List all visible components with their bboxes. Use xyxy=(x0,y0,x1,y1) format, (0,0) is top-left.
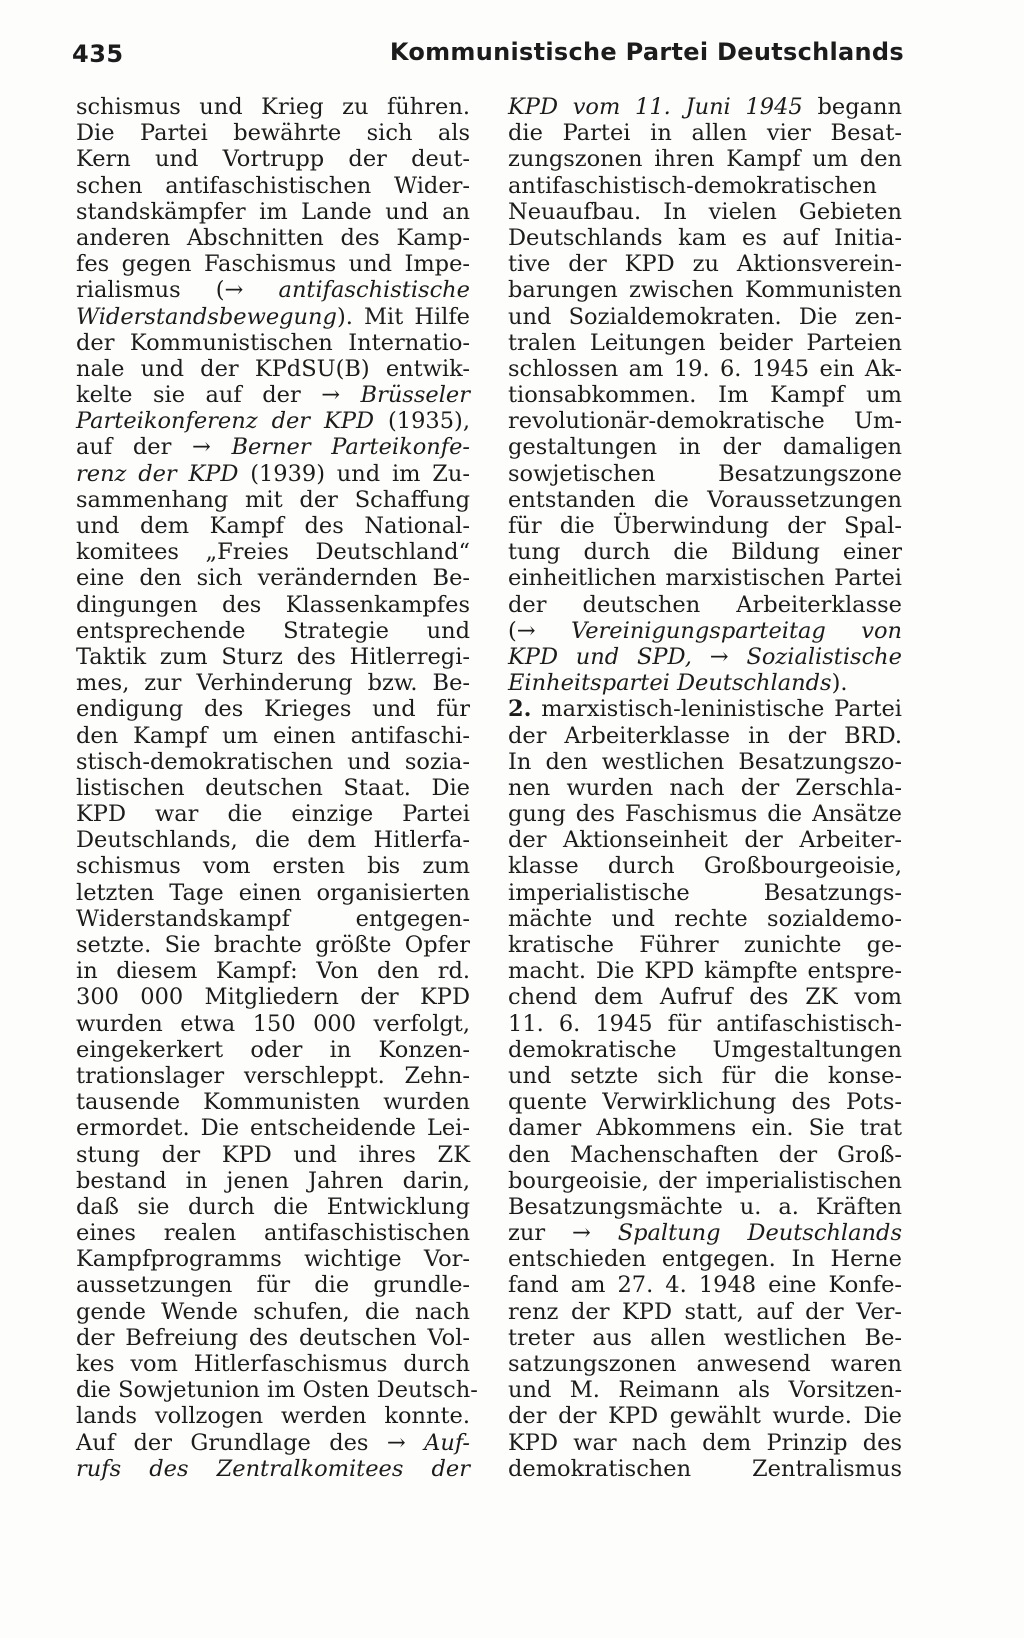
text-line xyxy=(508,277,902,303)
text-segment: der Befreiung des deutschen Vol- xyxy=(76,1324,470,1351)
text-line xyxy=(508,408,902,434)
text-segment: quente Verwirklichung des Pots- xyxy=(508,1089,902,1116)
text-segment: die Sowjetunion im Osten Deutsch- xyxy=(76,1377,478,1404)
text-line xyxy=(508,199,902,225)
text-line xyxy=(508,1194,902,1220)
text-segment: marxistisch-leninistische Partei xyxy=(531,696,902,723)
text-segment: und M. Reimann als Vorsitzen- xyxy=(508,1377,902,1404)
text-segment: KPD war nach dem Prinzip des xyxy=(508,1429,902,1456)
text-segment: Taktik zum Sturz des Hitlerregi- xyxy=(76,643,470,670)
text-line xyxy=(76,958,470,984)
text-segment: 11. 6. 1945 für antifaschistisch- xyxy=(508,1010,902,1037)
text-line xyxy=(76,775,470,801)
text-line xyxy=(76,304,470,330)
text-segment: schismus vom ersten bis zum xyxy=(76,853,470,880)
text-segment: Deutschlands, die dem Hitlerfa- xyxy=(76,827,470,854)
text-segment: begann xyxy=(802,94,902,120)
text-segment: Vereinigungsparteitag von xyxy=(571,617,902,644)
text-line xyxy=(76,1325,470,1351)
text-segment: den Kampf um einen antifaschi- xyxy=(76,722,470,749)
text-segment: Besatzungsmächte u. a. Kräften xyxy=(508,1193,902,1220)
text-segment: der der KPD gewählt wurde. Die xyxy=(508,1403,902,1430)
text-segment: Auf der Grundlage des → xyxy=(76,1429,425,1456)
text-segment: Auf- xyxy=(424,1429,470,1456)
text-segment: gende Wende schufen, die nach xyxy=(76,1298,470,1325)
text-segment: KPD war die einzige Partei xyxy=(76,801,470,828)
text-segment: renz der KPD xyxy=(76,460,239,487)
text-line xyxy=(508,1351,902,1377)
text-line xyxy=(76,1220,470,1246)
text-line xyxy=(508,801,902,827)
text-segment: daß sie durch die Entwicklung xyxy=(76,1193,470,1220)
text-segment: und dem Kampf des National- xyxy=(76,513,470,539)
text-line xyxy=(76,1142,470,1168)
text-segment: KPD und SPD, xyxy=(508,643,692,670)
text-line xyxy=(76,618,470,644)
text-segment: tionsabkommen. Im Kampf um xyxy=(508,382,902,409)
text-segment: ). Mit Hilfe xyxy=(336,303,470,330)
text-segment: kes vom Hitlerfaschismus durch xyxy=(76,1351,470,1377)
text-line xyxy=(76,670,470,696)
text-line xyxy=(508,1168,902,1194)
text-segment: ). xyxy=(831,670,848,697)
text-line xyxy=(76,696,470,722)
text-segment: kratische Führer zunichte ge- xyxy=(508,932,902,958)
text-segment: Neuaufbau. In vielen Gebieten xyxy=(508,198,902,225)
text-line xyxy=(76,644,470,670)
text-line xyxy=(508,1430,902,1456)
text-segment: den Machenschaften der Groß- xyxy=(508,1141,902,1168)
text-segment: entstanden die Voraussetzungen xyxy=(508,486,902,513)
text-segment: chend dem Aufruf des ZK vom xyxy=(508,984,902,1011)
text-line xyxy=(508,1299,902,1325)
text-line xyxy=(76,1037,470,1063)
text-segment: einheitlichen marxistischen Partei xyxy=(508,565,902,592)
text-segment: damer Abkommens ein. Sie trat xyxy=(508,1115,902,1142)
text-line xyxy=(508,1142,902,1168)
text-line xyxy=(508,749,902,775)
text-line xyxy=(76,330,470,356)
text-segment: sowjetischen Besatzungszone xyxy=(508,460,902,487)
text-segment: imperialistische Besatzungs- xyxy=(508,879,902,906)
text-segment: Parteikonferenz der KPD xyxy=(76,408,375,435)
text-line xyxy=(508,1325,902,1351)
text-segment: macht. Die KPD kämpfte entspre- xyxy=(508,958,902,985)
text-segment: antifaschistische xyxy=(278,277,470,304)
text-line xyxy=(508,696,902,722)
text-line xyxy=(508,932,902,958)
text-line xyxy=(76,277,470,303)
text-segment: (→ xyxy=(508,617,572,644)
text-segment: Deutschlands kam es auf Initia- xyxy=(508,224,902,251)
text-line xyxy=(76,1194,470,1220)
text-segment: wurden etwa 150 000 verfolgt, xyxy=(76,1010,470,1037)
text-line xyxy=(508,1246,902,1272)
text-line xyxy=(508,1115,902,1141)
text-segment: entschieden entgegen. In Herne xyxy=(508,1246,902,1273)
text-line xyxy=(76,1456,470,1482)
right-text-column xyxy=(508,94,902,1482)
text-segment: antifaschistisch-demokratischen xyxy=(508,172,877,199)
text-segment: Widerstandskampf entgegen- xyxy=(76,905,470,932)
text-segment: schen antifaschistischen Wider- xyxy=(76,172,470,199)
text-segment: rialismus (→ xyxy=(76,277,279,304)
text-segment: und setzte sich für die konse- xyxy=(508,1062,902,1089)
text-line xyxy=(508,539,902,565)
text-segment: kelte sie auf der → xyxy=(76,382,361,409)
text-line xyxy=(508,225,902,251)
text-line xyxy=(76,1011,470,1037)
text-line xyxy=(76,199,470,225)
text-segment: aussetzungen für die grundle- xyxy=(76,1272,470,1299)
text-line xyxy=(76,1403,470,1429)
text-segment: 2. xyxy=(508,696,532,723)
text-line xyxy=(508,120,902,146)
text-line xyxy=(76,225,470,251)
text-segment: zungszonen ihren Kampf um den xyxy=(508,146,902,173)
text-segment: Brüsseler xyxy=(360,382,470,409)
text-segment: (1939) und im Zu- xyxy=(238,460,470,487)
text-line xyxy=(76,1377,478,1404)
text-line xyxy=(508,670,902,696)
text-line xyxy=(76,932,470,958)
text-segment: Einheitspartei Deutschlands xyxy=(508,670,832,697)
text-line xyxy=(508,330,902,356)
text-line xyxy=(508,94,902,120)
text-segment: schismus und Krieg zu führen. xyxy=(76,94,470,120)
page-header xyxy=(72,36,904,76)
text-line xyxy=(76,461,470,487)
text-line xyxy=(76,146,470,172)
text-line xyxy=(76,251,470,277)
text-segment: fes gegen Faschismus und Impe- xyxy=(76,251,470,278)
text-line xyxy=(508,146,902,172)
text-segment: endigung des Krieges und für xyxy=(76,696,470,723)
text-segment: und Sozialdemokraten. Die zen- xyxy=(508,303,902,330)
text-line xyxy=(76,487,470,513)
text-line xyxy=(76,853,470,879)
text-line xyxy=(508,1063,902,1089)
text-segment: mächte und rechte sozialdemo- xyxy=(508,905,902,932)
text-line xyxy=(508,565,902,591)
text-line xyxy=(508,853,902,879)
text-line xyxy=(76,120,470,146)
text-segment: nale und der KPdSU(B) entwik- xyxy=(76,355,470,382)
text-segment: der Aktionseinheit der Arbeiter- xyxy=(508,827,902,854)
text-line xyxy=(76,513,470,539)
text-segment: setzte. Sie brachte größte Opfer xyxy=(76,932,470,958)
text-segment: → xyxy=(691,643,747,670)
text-segment: gung des Faschismus die Ansätze xyxy=(508,801,902,828)
text-segment: zur → xyxy=(508,1220,618,1247)
text-segment: schlossen am 19. 6. 1945 ein Ak- xyxy=(508,355,902,382)
text-segment: der Arbeiterklasse in der BRD. xyxy=(508,722,902,749)
text-segment: die Partei in allen vier Besat- xyxy=(508,120,902,147)
text-segment: entsprechende Strategie und xyxy=(76,617,470,644)
text-line xyxy=(76,801,470,827)
text-segment: satzungszonen anwesend waren xyxy=(508,1351,902,1377)
text-segment: tausende Kommunisten wurden xyxy=(76,1089,470,1116)
text-line xyxy=(508,434,902,460)
text-line xyxy=(508,1037,902,1063)
text-segment: 300 000 Mitgliedern der KPD xyxy=(76,984,470,1011)
text-segment: tive der KPD zu Aktionsverein- xyxy=(508,251,902,278)
text-line xyxy=(76,565,470,591)
text-line xyxy=(76,1246,470,1272)
text-segment: der Kommunistischen Internatio- xyxy=(76,329,470,356)
text-segment: trationslager verschleppt. Zehn- xyxy=(76,1062,470,1089)
text-segment: sammenhang mit der Schaffung xyxy=(76,486,470,513)
text-line xyxy=(76,382,470,408)
text-segment: Die Partei bewährte sich als xyxy=(76,120,470,147)
text-segment: demokratischen Zentralismus xyxy=(508,1455,902,1482)
text-segment: dingungen des Klassenkampfes xyxy=(76,591,470,618)
text-line xyxy=(76,906,470,932)
text-segment: Sozialistische xyxy=(746,643,902,670)
text-line xyxy=(76,539,470,565)
text-line xyxy=(508,984,902,1010)
text-segment: Spaltung Deutschlands xyxy=(617,1220,902,1247)
text-segment: revolutionär-demokratische Um- xyxy=(508,408,902,435)
text-line xyxy=(76,984,470,1010)
text-line xyxy=(76,408,470,434)
text-line xyxy=(76,356,470,382)
text-segment: komitees „Freies Deutschland“ xyxy=(76,539,470,566)
text-line xyxy=(508,775,902,801)
text-segment: mes, zur Verhinderung bzw. Be- xyxy=(76,670,470,697)
text-line xyxy=(508,1220,902,1246)
text-line xyxy=(508,592,902,618)
text-line xyxy=(76,94,470,120)
text-line xyxy=(508,1456,902,1482)
text-segment: bourgeoisie, der imperialistischen xyxy=(508,1167,902,1194)
text-segment: KPD vom 11. Juni 1945 xyxy=(508,94,803,120)
text-line xyxy=(508,958,902,984)
text-line xyxy=(508,487,902,513)
text-segment: klasse durch Großbourgeoisie, xyxy=(508,853,902,880)
text-segment: auf der → xyxy=(76,434,232,461)
text-segment: renz der KPD statt, auf der Ver- xyxy=(508,1298,902,1325)
text-line xyxy=(76,173,470,199)
text-segment: Widerstandsbewegung xyxy=(76,303,337,330)
text-line xyxy=(508,1011,902,1037)
text-line xyxy=(508,723,902,749)
text-segment: anderen Abschnitten des Kamp- xyxy=(76,224,470,251)
text-segment: stung der KPD und ihres ZK xyxy=(76,1141,470,1168)
text-line xyxy=(508,356,902,382)
text-segment: Kampfprogramms wichtige Vor- xyxy=(76,1246,470,1273)
text-segment: eines realen antifaschistischen xyxy=(76,1220,470,1247)
text-line xyxy=(76,1115,470,1141)
page-number: 435 xyxy=(72,40,124,68)
text-line xyxy=(76,1272,470,1298)
text-segment: Kern und Vortrupp der deut- xyxy=(76,146,470,173)
text-segment: nen wurden nach der Zerschla- xyxy=(508,774,902,801)
text-segment: standskämpfer im Lande und an xyxy=(76,198,470,225)
text-line xyxy=(508,1272,902,1298)
text-segment: der deutschen Arbeiterklasse xyxy=(508,591,902,618)
text-line xyxy=(508,251,902,277)
text-line xyxy=(76,1430,470,1456)
text-segment: In den westlichen Besatzungszo- xyxy=(508,748,902,775)
text-line xyxy=(508,644,902,670)
text-line xyxy=(508,1377,902,1403)
text-line xyxy=(76,880,470,906)
text-segment: in diesem Kampf: Von den rd. xyxy=(76,958,470,985)
text-segment: letzten Tage einen organisierten xyxy=(76,879,470,906)
text-line xyxy=(508,173,902,199)
text-line xyxy=(76,1089,470,1115)
text-segment: für die Überwindung der Spal- xyxy=(508,513,902,539)
text-line xyxy=(76,434,470,460)
text-line xyxy=(76,592,470,618)
text-segment: gestaltungen in der damaligen xyxy=(508,434,902,461)
text-segment: (1935), xyxy=(374,408,470,435)
text-line xyxy=(508,906,902,932)
text-line xyxy=(76,723,470,749)
text-line xyxy=(76,749,470,775)
text-segment: eingekerkert oder in Konzen- xyxy=(76,1036,470,1063)
text-segment: tralen Leitungen beider Parteien xyxy=(508,329,902,356)
text-segment: barungen zwischen Kommunisten xyxy=(508,277,902,304)
text-line xyxy=(508,382,902,408)
text-line xyxy=(76,1299,470,1325)
text-segment: ermordet. Die entscheidende Lei- xyxy=(76,1115,470,1142)
text-segment: fand am 27. 4. 1948 eine Konfe- xyxy=(508,1272,902,1299)
text-line xyxy=(508,513,902,539)
text-segment: tung durch die Bildung einer xyxy=(508,539,902,566)
text-line xyxy=(76,1063,470,1089)
text-line xyxy=(76,1351,470,1377)
text-segment: stisch-demokratischen und sozia- xyxy=(76,748,470,775)
left-text-column xyxy=(76,94,478,1482)
text-line xyxy=(508,461,902,487)
text-line xyxy=(508,304,902,330)
text-line xyxy=(508,1403,902,1429)
text-segment: treter aus allen westlichen Be- xyxy=(508,1324,902,1351)
text-segment: eine den sich verändernden Be- xyxy=(76,565,470,592)
text-segment: lands vollzogen werden konnte. xyxy=(76,1403,470,1430)
text-line xyxy=(508,1089,902,1115)
text-segment: Berner Parteikonfe- xyxy=(231,434,470,461)
text-line xyxy=(508,618,902,644)
text-segment: rufs des Zentralkomitees der xyxy=(76,1455,470,1482)
text-segment: listischen deutschen Staat. Die xyxy=(76,774,470,801)
text-line xyxy=(76,827,470,853)
running-head-title: Kommunistische Partei Deutschlands xyxy=(389,38,904,66)
text-segment: bestand in jenen Jahren darin, xyxy=(76,1167,470,1194)
text-line xyxy=(508,827,902,853)
text-line xyxy=(76,1168,470,1194)
text-line xyxy=(508,880,902,906)
text-segment: demokratische Umgestaltungen xyxy=(508,1036,902,1063)
